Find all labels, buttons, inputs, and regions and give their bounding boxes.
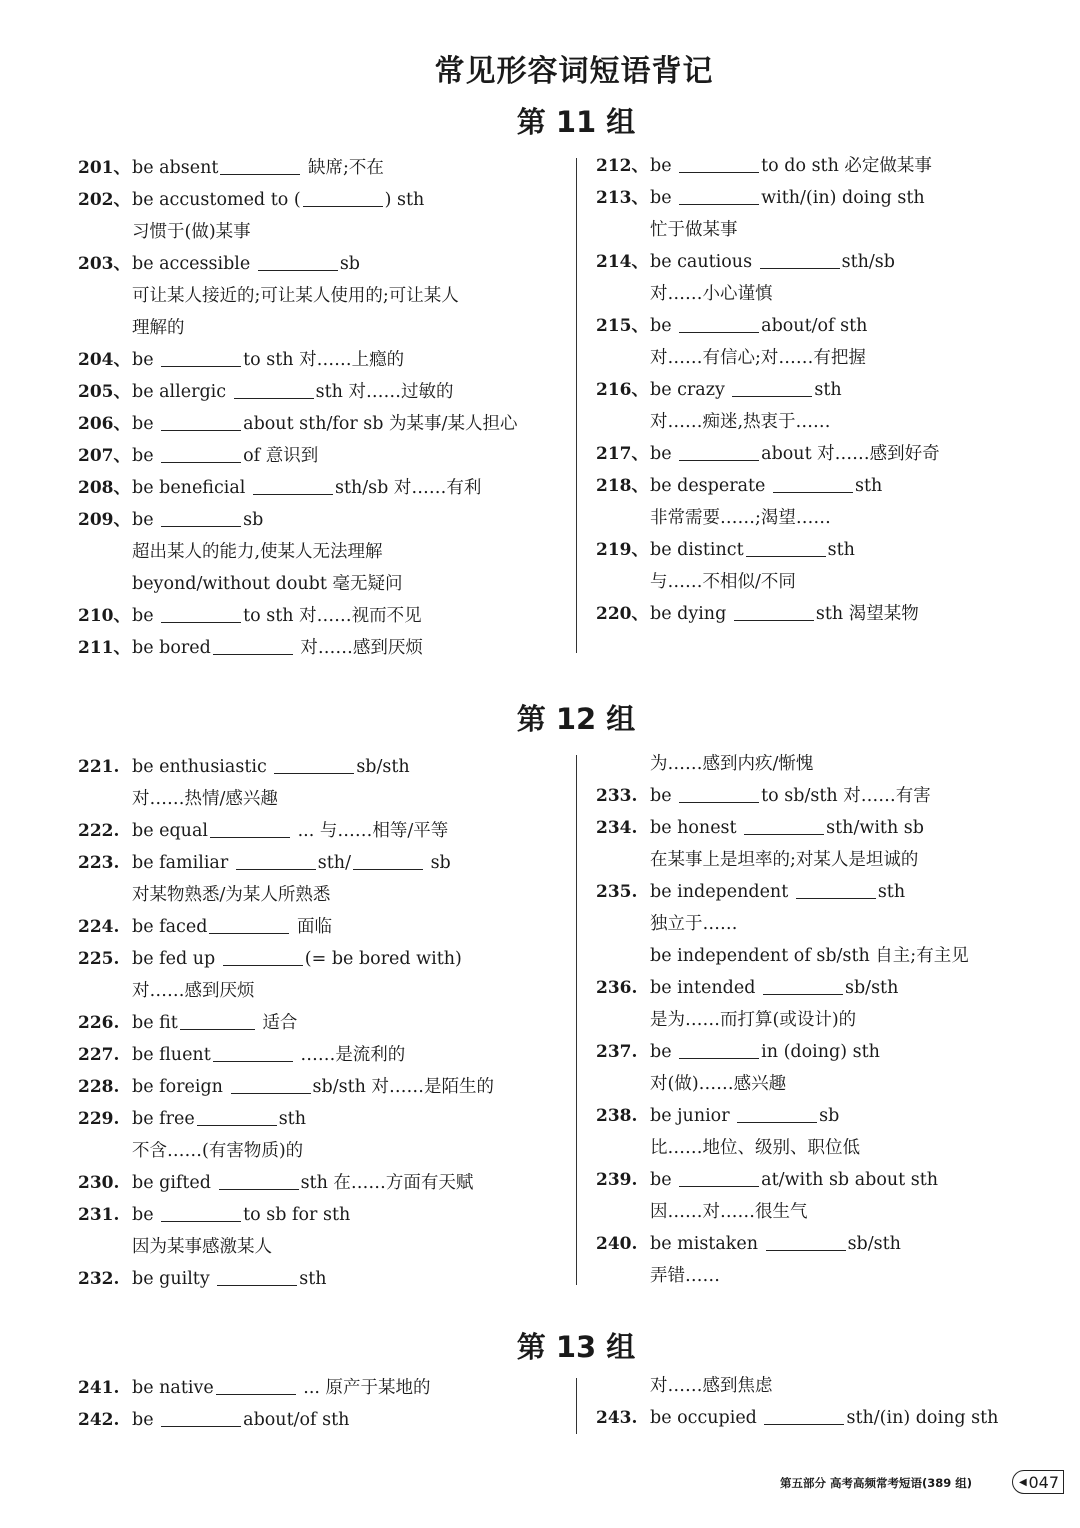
answer-blank[interactable] — [744, 814, 824, 835]
entry-206: 206、be about sth/for sb 为某事/某人担心 — [78, 408, 568, 440]
entry-219: 219、be distinct sth — [596, 534, 1056, 566]
entry-242-meaning: 对……感到焦虑 — [650, 1376, 773, 1396]
answer-blank[interactable] — [763, 974, 843, 995]
entry-235: 235. be independent sth — [596, 876, 1056, 908]
answer-blank[interactable] — [773, 472, 853, 493]
entry-203: 203、be accessible sb — [78, 248, 568, 280]
answer-blank[interactable] — [161, 602, 241, 623]
answer-blank[interactable] — [274, 753, 354, 774]
entry-240: 240. be mistaken sb/sth — [596, 1228, 1056, 1260]
entry-218: 218、be desperate sth — [596, 470, 1056, 502]
answer-blank[interactable] — [161, 1201, 241, 1222]
entry-212: 212、be to do sth 必定做某事 — [596, 150, 1056, 182]
entry-230: 230. be gifted sth 在……方面有天赋 — [78, 1167, 568, 1199]
answer-blank[interactable] — [220, 154, 300, 175]
entry-207: 207、be of 意识到 — [78, 440, 568, 472]
entry-229-meaning: 不含……(有害物质)的 — [132, 1141, 304, 1161]
page-number: 047 — [1028, 1473, 1059, 1492]
answer-blank[interactable] — [746, 536, 826, 557]
answer-blank[interactable] — [161, 506, 241, 527]
entry-202: 202、be accustomed to ( ) sth — [78, 184, 568, 216]
entry-202-meaning: 习惯于(做)某事 — [132, 222, 251, 242]
answer-blank[interactable] — [180, 1009, 255, 1030]
entry-232-meaning: 为……感到内疚/惭愧 — [650, 754, 814, 774]
answer-blank[interactable] — [679, 1166, 759, 1187]
answer-blank[interactable] — [234, 378, 314, 399]
entry-221: 221. be enthusiastic sb/sth — [78, 751, 568, 783]
entry-214-meaning: 对……小心谨慎 — [650, 284, 773, 304]
group-title-13: 第 13 组 — [516, 1330, 636, 1364]
answer-blank[interactable] — [197, 1105, 277, 1126]
answer-blank[interactable] — [679, 184, 759, 205]
answer-blank[interactable] — [764, 1404, 844, 1425]
entry-234-meaning: 在某事上是坦率的;对某人是坦诚的 — [650, 850, 919, 870]
answer-blank[interactable] — [213, 634, 293, 655]
group-title-11: 第 11 组 — [516, 105, 636, 139]
answer-blank[interactable] — [258, 250, 338, 271]
entry-224: 224. be faced 面临 — [78, 911, 568, 943]
entry-217: 217、be about 对……感到好奇 — [596, 438, 1056, 470]
entry-237-meaning: 对(做)……感兴趣 — [650, 1074, 787, 1094]
page-number-tab — [1012, 1470, 1064, 1494]
entry-234: 234. be honest sth/with sb — [596, 812, 1056, 844]
entry-235-meaning: 独立于…… — [650, 914, 738, 934]
entry-226: 226. be fit 适合 — [78, 1007, 568, 1039]
entry-203-meaning: 可让某人接近的;可让某人使用的;可让某人 — [132, 286, 459, 306]
answer-blank[interactable] — [210, 817, 290, 838]
entry-215: 215、be about/of sth — [596, 310, 1056, 342]
answer-blank[interactable] — [353, 849, 423, 870]
entry-219-meaning: 与……不相似/不同 — [650, 572, 796, 592]
answer-blank[interactable] — [213, 1041, 293, 1062]
entry-209-note: beyond/without doubt 毫无疑问 — [132, 574, 403, 594]
entry-222: 222. be equal ... 与……相等/平等 — [78, 815, 568, 847]
answer-blank[interactable] — [253, 474, 333, 495]
entry-242: 242. be about/of sth — [78, 1404, 568, 1436]
entry-218-meaning: 非常需要……;渴望…… — [650, 508, 831, 528]
answer-blank[interactable] — [679, 782, 759, 803]
answer-blank[interactable] — [303, 186, 383, 207]
entry-216-meaning: 对……痴迷,热衷于…… — [650, 412, 831, 432]
answer-blank[interactable] — [766, 1230, 846, 1251]
entry-223: 223. be familiar sth/ sb — [78, 847, 568, 879]
page-title: 常见形容词短语背记 — [434, 54, 714, 89]
entry-238: 238. be junior sb — [596, 1100, 1056, 1132]
entry-209-meaning: 超出某人的能力,使某人无法理解 — [132, 542, 383, 562]
answer-blank[interactable] — [236, 849, 316, 870]
entry-241: 241. be native ... 原产于某地的 — [78, 1372, 568, 1404]
entry-231-meaning: 因为某事感激某人 — [132, 1237, 272, 1257]
group-11-left-column — [78, 152, 568, 664]
entry-232: 232. be guilty sth — [78, 1263, 568, 1295]
entry-227: 227. be fluent ……是流利的 — [78, 1039, 568, 1071]
entry-237: 237. be in (doing) sth — [596, 1036, 1056, 1068]
answer-blank[interactable] — [216, 1374, 296, 1395]
entry-215-meaning: 对……有信心;对……有把握 — [650, 348, 866, 368]
entry-233: 233. be to sb/sth 对……有害 — [596, 780, 1056, 812]
column-divider — [576, 755, 577, 1285]
entry-214: 214、be cautious sth/sb — [596, 246, 1056, 278]
entry-225-meaning: 对……感到厌烦 — [132, 981, 255, 1001]
group-12-left-column — [78, 751, 568, 1295]
footer-section-label: 第五部分 高考高频常考短语(389 组) — [780, 1476, 973, 1490]
entry-220: 220、be dying sth 渴望某物 — [596, 598, 1056, 630]
answer-blank[interactable] — [679, 1038, 759, 1059]
answer-blank[interactable] — [679, 440, 759, 461]
entry-228: 228. be foreign sb/sth 对……是陌生的 — [78, 1071, 568, 1103]
answer-blank[interactable] — [732, 376, 812, 397]
column-divider — [576, 1378, 577, 1434]
entry-239: 239. be at/with sb about sth — [596, 1164, 1056, 1196]
entry-204: 204、be to sth 对……上瘾的 — [78, 344, 568, 376]
group-title-12: 第 12 组 — [516, 702, 636, 736]
entry-205: 205、be allergic sth 对……过敏的 — [78, 376, 568, 408]
entry-203-meaning-cont: 理解的 — [132, 318, 185, 338]
answer-blank[interactable] — [737, 1102, 817, 1123]
answer-blank[interactable] — [760, 248, 840, 269]
entry-235-note: be independent of sb/sth 自主;有主见 — [650, 946, 969, 966]
entry-216: 216、be crazy sth — [596, 374, 1056, 406]
group-12-right-column — [596, 748, 1056, 1292]
entry-236: 236. be intended sb/sth — [596, 972, 1056, 1004]
answer-blank[interactable] — [161, 1406, 241, 1427]
answer-blank[interactable] — [209, 913, 289, 934]
answer-blank[interactable] — [223, 945, 303, 966]
answer-blank[interactable] — [734, 600, 814, 621]
entry-238-meaning: 比……地位、级别、职位低 — [650, 1138, 860, 1158]
group-13-right-column — [596, 1370, 1056, 1434]
entry-221-meaning: 对……热情/感兴趣 — [132, 789, 278, 809]
entry-213: 213、be with/(in) doing sth — [596, 182, 1056, 214]
entry-240-meaning: 弄错…… — [650, 1266, 720, 1286]
entry-223-meaning: 对某物熟悉/为某人所熟悉 — [132, 885, 331, 905]
entry-213-meaning: 忙于做某事 — [650, 220, 738, 240]
answer-blank[interactable] — [217, 1265, 297, 1286]
entry-210: 210、be to sth 对……视而不见 — [78, 600, 568, 632]
entry-211: 211、be bored 对……感到厌烦 — [78, 632, 568, 664]
entry-236-meaning: 是为……而打算(或设计)的 — [650, 1010, 857, 1030]
column-divider — [576, 158, 577, 653]
group-11-right-column — [596, 150, 1056, 630]
entry-229: 229. be free sth — [78, 1103, 568, 1135]
entry-239-meaning: 因……对……很生气 — [650, 1202, 808, 1222]
answer-blank[interactable] — [679, 312, 759, 333]
answer-blank[interactable] — [679, 152, 759, 173]
group-13-left-column — [78, 1372, 568, 1436]
answer-blank[interactable] — [796, 878, 876, 899]
answer-blank[interactable] — [161, 410, 241, 431]
left-triangle-icon: ◀ — [1019, 1477, 1027, 1488]
answer-blank[interactable] — [231, 1073, 311, 1094]
entry-243: 243. be occupied sth/(in) doing sth — [596, 1402, 1056, 1434]
answer-blank[interactable] — [219, 1169, 299, 1190]
entry-225: 225. be fed up (= be bored with) — [78, 943, 568, 975]
entry-208: 208、be beneficial sth/sb 对……有利 — [78, 472, 568, 504]
answer-blank[interactable] — [161, 346, 241, 367]
answer-blank[interactable] — [161, 442, 241, 463]
entry-201: 201、be absent 缺席;不在 — [78, 152, 568, 184]
entry-209: 209、be sb — [78, 504, 568, 536]
entry-231: 231. be to sb for sth — [78, 1199, 568, 1231]
